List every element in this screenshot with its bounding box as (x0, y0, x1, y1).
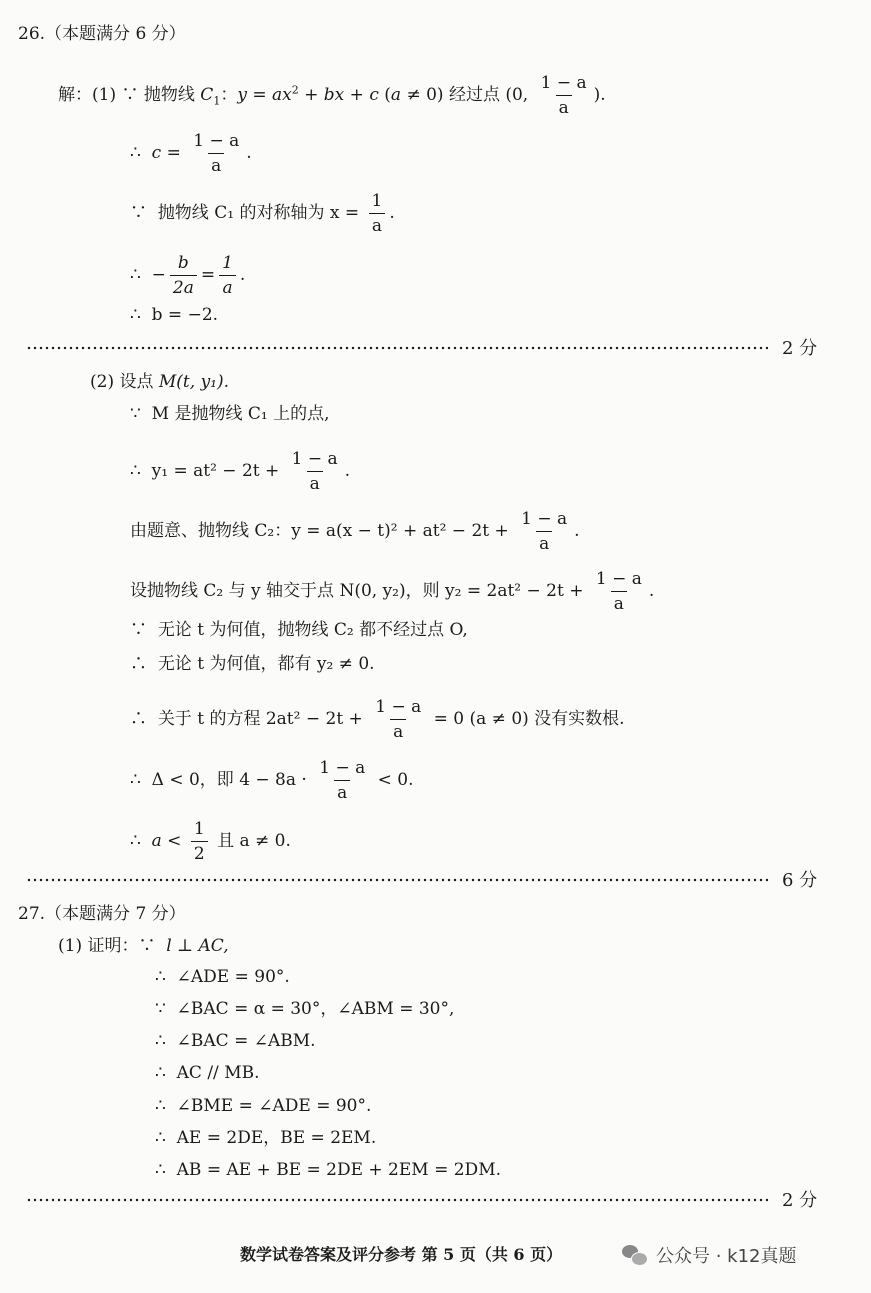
score-label: 2 分 (782, 1190, 818, 1211)
score-leader-dots (26, 1198, 768, 1202)
q26-part2-line9: ∴ Δ < 0，即 4 − 8a · $\frac{1 - a}{a}$ < 0. (130, 758, 414, 803)
q27-line: ∴ AC // MB. (155, 1063, 260, 1083)
part1-label: 解：(1) ∵ (58, 85, 139, 105)
fraction: $\frac{b}{2a}$ (170, 252, 197, 299)
q26-part2-line2: ∵ M 是抛物线 C₁ 上的点, (130, 404, 330, 424)
q26-part2-line10: ∴ a < $\frac{1}{2}$ 且 a ≠ 0. (130, 819, 291, 864)
fraction: $\frac{1 - a}{a}$ (375, 697, 422, 742)
q27-line: ∴ AE = 2DE，BE = 2EM. (155, 1128, 377, 1148)
fraction: $\frac{1}{a}$ (369, 190, 386, 237)
wechat-icon (622, 1243, 648, 1267)
text: 抛物线 (143, 85, 195, 105)
q26-axis-line: ∵ 抛物线 C₁ 的对称轴为 x = $\frac{1}{a}$ . (130, 191, 395, 236)
q26-part2-line1: (2) 设点 M(t, y₁). (90, 372, 230, 392)
watermark (622, 1242, 797, 1268)
q26-b-eq-line: ∴ − $\frac{b}{2a}$ = $\frac{1}{a}$ . (130, 253, 246, 298)
q26-part2-line3: ∴ y₁ = at² − 2t + $\frac{1 - a}{a}$ . (130, 449, 351, 494)
q26-b-line: ∴ b = −2. (130, 305, 219, 325)
q27-part1-line1: (1) 证明：∵ l ⊥ AC, (58, 936, 229, 956)
fraction: $\frac{1}{a}$ (219, 252, 236, 299)
score-leader-dots (26, 346, 768, 350)
q26-c-line: ∴ c = $\frac{1 - a}{a}$ . (130, 131, 252, 176)
q26-part2-line4: 由题意、抛物线 C₂：y = a(x − t)² + at² − 2t + $\frac{1 - a}{a}$ . (130, 509, 580, 554)
watermark-text: 公众号 · k12真题 (656, 1246, 797, 1267)
fraction: $\frac{1 - a}{a}$ (595, 569, 642, 614)
q26-part1-line1: 解：(1) ∵ 抛物线 $C_1$：$y = ax^2$ + bx + c (a ≠ 0) 经过点 (0, $\frac{1 - a}{a}$ ). (58, 73, 606, 118)
q27-line: ∴ AB = AE + BE = 2DE + 2EM = 2DM. (155, 1160, 502, 1180)
fraction: $\frac{1 - a}{a}$ (291, 449, 338, 494)
q27-line: ∴ ∠ADE = 90°. (155, 967, 290, 987)
q26-header: 26.（本题满分 6 分） (18, 24, 186, 44)
q26-part2-line7: ∴ 无论 t 为何值，都有 y₂ ≠ 0. (130, 654, 375, 674)
q27-line: ∴ ∠BAC = ∠ABM. (155, 1031, 316, 1051)
q27-header: 27.（本题满分 7 分） (18, 904, 186, 924)
q26-part2-line5: 设抛物线 C₂ 与 y 轴交于点 N(0, y₂)，则 y₂ = 2at² − 2t + $\frac{1 - a}{a}$ . (130, 569, 655, 614)
fraction: $\frac{1 - a}{a}$ (193, 131, 240, 176)
fraction: $\frac{1 - a}{a}$ (319, 758, 366, 803)
text: 经过点 (0, (448, 85, 529, 105)
q26-part2-line6: ∵ 无论 t 为何值，抛物线 C₂ 都不经过点 O, (130, 620, 468, 640)
q27-line: ∵ ∠BAC = α = 30°，∠ABM = 30°, (155, 999, 455, 1019)
score-label: 2 分 (782, 338, 818, 359)
fraction: $\frac{1}{2}$ (191, 818, 208, 865)
q26-part2-line8: ∴ 关于 t 的方程 2at² − 2t + $\frac{1 - a}{a}$ = 0 (a ≠ 0) 没有实数根. (130, 697, 625, 742)
score-leader-dots (26, 878, 768, 882)
page-footer: 数学试卷答案及评分参考 第 5 页（共 6 页） (240, 1245, 563, 1264)
score-label: 6 分 (782, 870, 818, 891)
fraction: $\frac{1 - a}{a}$ (521, 509, 568, 554)
fraction: $\frac{1 - a}{a}$ (540, 73, 587, 118)
q27-line: ∴ ∠BME = ∠ADE = 90°. (155, 1096, 372, 1116)
